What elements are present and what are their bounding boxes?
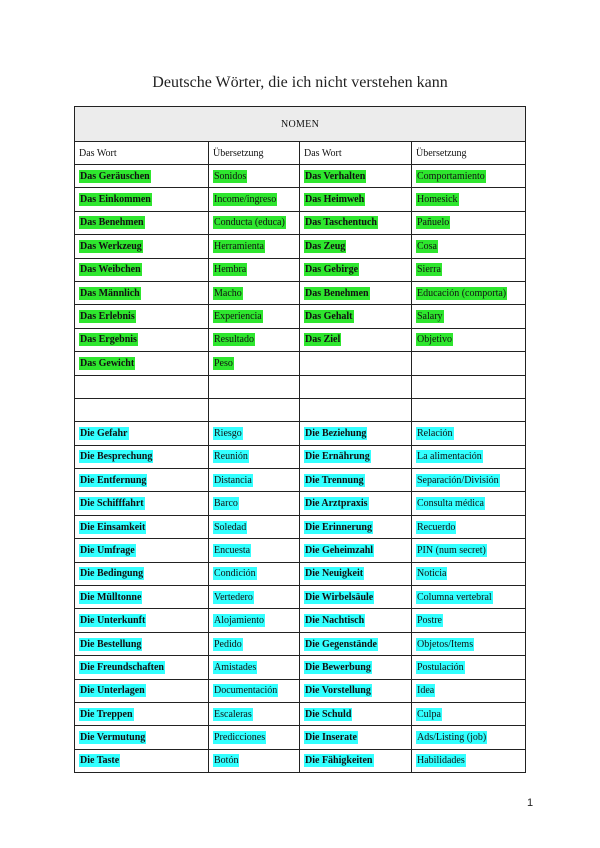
german-word: Die Bedingung xyxy=(80,568,144,580)
translation-text: Culpa xyxy=(417,708,441,720)
vocabulary-table xyxy=(74,106,526,773)
translation-cell xyxy=(209,562,300,585)
table-row xyxy=(75,609,526,632)
table-row xyxy=(75,188,526,211)
word-cell xyxy=(75,188,209,211)
document-title: Deutsche Wörter, die ich nicht verstehen kann xyxy=(152,74,448,91)
translation-cell xyxy=(412,422,526,445)
word-cell xyxy=(300,305,412,328)
german-word: Das Zeug xyxy=(305,240,346,252)
word-cell xyxy=(75,258,209,281)
german-word: Die Neuigkeit xyxy=(305,568,364,580)
german-word: Das Einkommen xyxy=(80,194,151,206)
word-cell xyxy=(300,632,412,655)
word-cell xyxy=(75,375,209,398)
translation-text: Salary xyxy=(417,311,443,323)
word-cell xyxy=(75,586,209,609)
german-word: Das Benehmen xyxy=(305,287,369,299)
word-cell xyxy=(300,281,412,304)
translation-text: Experiencia xyxy=(214,311,262,323)
german-word: Die Trennung xyxy=(305,474,364,486)
translation-cell xyxy=(209,352,300,375)
german-word: Die Fähigkeiten xyxy=(305,755,373,767)
word-cell xyxy=(75,492,209,515)
translation-text: Objetos/Items xyxy=(417,638,474,650)
table-row xyxy=(75,352,526,375)
translation-text: Barco xyxy=(214,498,238,510)
german-word: Die Vermutung xyxy=(80,732,146,744)
german-word: Das Männlich xyxy=(80,287,140,299)
translation-cell xyxy=(412,679,526,702)
translation-text: Amistades xyxy=(214,661,257,673)
word-cell xyxy=(75,656,209,679)
translation-cell xyxy=(209,656,300,679)
translation-text: Recuerdo xyxy=(417,521,456,533)
word-cell xyxy=(300,515,412,538)
translation-cell xyxy=(412,445,526,468)
word-cell xyxy=(75,562,209,585)
translation-cell xyxy=(412,211,526,234)
word-cell xyxy=(75,211,209,234)
german-word: Die Ernährung xyxy=(305,451,370,463)
word-cell xyxy=(300,539,412,562)
translation-cell xyxy=(209,632,300,655)
translation-text: La alimentación xyxy=(417,451,482,463)
word-cell xyxy=(75,679,209,702)
word-cell xyxy=(75,609,209,632)
translation-text: Predicciones xyxy=(214,732,266,744)
table-row xyxy=(75,281,526,304)
translation-text: Documentación xyxy=(214,685,278,697)
german-word: Das Werkzeug xyxy=(80,240,142,252)
translation-cell xyxy=(412,609,526,632)
translation-cell xyxy=(412,656,526,679)
translation-cell xyxy=(412,235,526,258)
german-word: Die Schifffahrt xyxy=(80,498,144,510)
word-cell xyxy=(75,749,209,772)
table-row xyxy=(75,235,526,258)
translation-text: Postulación xyxy=(417,661,464,673)
word-cell xyxy=(300,235,412,258)
german-word: Das Gehalt xyxy=(305,311,353,323)
translation-text: Sierra xyxy=(417,264,441,276)
german-word: Das Benehmen xyxy=(80,217,144,229)
german-word: Die Taste xyxy=(80,755,120,767)
table-row xyxy=(75,726,526,749)
column-header-translation-1: Übersetzung xyxy=(209,142,300,165)
table-row xyxy=(75,656,526,679)
german-word: Die Mülltonne xyxy=(80,591,142,603)
translation-text: Consulta médica xyxy=(417,498,484,510)
word-cell xyxy=(300,656,412,679)
word-cell xyxy=(300,352,412,375)
german-word: Die Entfernung xyxy=(80,474,147,486)
translation-cell xyxy=(209,235,300,258)
translation-text: Macho xyxy=(214,287,242,299)
table-row xyxy=(75,305,526,328)
german-word: Das Weibchen xyxy=(80,264,141,276)
word-cell xyxy=(300,679,412,702)
translation-text: Condición xyxy=(214,568,256,580)
translation-text: Peso xyxy=(214,357,233,369)
column-header-row xyxy=(75,142,526,165)
table-row xyxy=(75,258,526,281)
table-row xyxy=(75,562,526,585)
translation-cell xyxy=(209,539,300,562)
german-word: Die Vorstellung xyxy=(305,685,371,697)
translation-text: Postre xyxy=(417,615,442,627)
word-cell xyxy=(75,235,209,258)
table-row xyxy=(75,586,526,609)
translation-cell xyxy=(412,469,526,492)
word-cell xyxy=(75,726,209,749)
translation-cell xyxy=(209,281,300,304)
translation-text: Vertedero xyxy=(214,591,253,603)
word-cell xyxy=(300,188,412,211)
german-word: Das Erlebnis xyxy=(80,311,135,323)
german-word: Die Bestellung xyxy=(80,638,142,650)
translation-text: Idea xyxy=(417,685,435,697)
word-cell xyxy=(75,165,209,188)
translation-cell xyxy=(412,258,526,281)
german-word: Die Beziehung xyxy=(305,427,367,439)
german-word: Die Nachtisch xyxy=(305,615,365,627)
translation-cell xyxy=(209,188,300,211)
translation-cell xyxy=(209,258,300,281)
word-cell xyxy=(300,609,412,632)
translation-cell xyxy=(412,749,526,772)
translation-text: Encuesta xyxy=(214,544,251,556)
german-word: Die Unterkunft xyxy=(80,615,146,627)
word-cell xyxy=(75,445,209,468)
german-word: Die Gefahr xyxy=(80,427,128,439)
german-word: Das Gebirge xyxy=(305,264,359,276)
word-cell xyxy=(75,469,209,492)
translation-text: Habilidades xyxy=(417,755,465,767)
german-word: Die Umfrage xyxy=(80,544,135,556)
translation-cell xyxy=(209,165,300,188)
german-word: Das Ergebnis xyxy=(80,334,137,346)
translation-cell xyxy=(209,726,300,749)
translation-text: Pañuelo xyxy=(417,217,450,229)
translation-cell xyxy=(412,398,526,421)
translation-cell xyxy=(209,679,300,702)
section-header-nomen: NOMEN xyxy=(75,107,526,142)
german-word: Die Freundschaften xyxy=(80,661,164,673)
translation-text: Sonidos xyxy=(214,170,247,182)
column-header-translation-2: Übersetzung xyxy=(412,142,526,165)
translation-cell xyxy=(209,609,300,632)
word-cell xyxy=(300,165,412,188)
translation-cell xyxy=(412,539,526,562)
table-row xyxy=(75,515,526,538)
translation-text: Cosa xyxy=(417,240,437,252)
german-word: Das Heimweh xyxy=(305,194,365,206)
translation-cell xyxy=(209,211,300,234)
german-word: Die Arztpraxis xyxy=(305,498,368,510)
german-word: Die Inserate xyxy=(305,732,357,744)
translation-cell xyxy=(412,562,526,585)
translation-cell xyxy=(209,492,300,515)
german-word: Die Gegenstände xyxy=(305,638,377,650)
translation-cell xyxy=(209,515,300,538)
translation-cell xyxy=(209,422,300,445)
german-word: Das Taschentuch xyxy=(305,217,377,229)
translation-cell xyxy=(412,492,526,515)
translation-text: Noticia xyxy=(417,568,447,580)
translation-cell xyxy=(412,702,526,725)
table-row xyxy=(75,469,526,492)
word-cell xyxy=(75,702,209,725)
translation-cell xyxy=(412,632,526,655)
word-cell xyxy=(75,422,209,445)
translation-cell xyxy=(412,586,526,609)
table-row xyxy=(75,492,526,515)
table-row xyxy=(75,749,526,772)
german-word: Die Treppen xyxy=(80,708,133,720)
translation-cell xyxy=(412,515,526,538)
translation-text: Separación/División xyxy=(417,474,499,486)
translation-cell xyxy=(209,328,300,351)
word-cell xyxy=(300,749,412,772)
german-word: Die Wirbelsäule xyxy=(305,591,374,603)
translation-cell xyxy=(209,445,300,468)
german-word: Das Verhalten xyxy=(305,170,366,182)
translation-text: Income/ingreso xyxy=(214,194,277,206)
word-cell xyxy=(75,352,209,375)
translation-text: Conducta (educa) xyxy=(214,217,285,229)
word-cell xyxy=(300,702,412,725)
table-row xyxy=(75,445,526,468)
translation-cell xyxy=(209,586,300,609)
table-row xyxy=(75,398,526,421)
word-cell xyxy=(300,422,412,445)
translation-cell xyxy=(412,305,526,328)
translation-text: Herramienta xyxy=(214,240,264,252)
word-cell xyxy=(300,562,412,585)
word-cell xyxy=(300,469,412,492)
translation-text: Relación xyxy=(417,427,453,439)
german-word: Das Gewicht xyxy=(80,357,135,369)
translation-text: Educación (comporta) xyxy=(417,287,507,299)
translation-text: Objetivo xyxy=(417,334,452,346)
word-cell xyxy=(75,515,209,538)
translation-cell xyxy=(209,398,300,421)
german-word: Die Geheimzahl xyxy=(305,544,374,556)
page-number: 1 xyxy=(527,797,534,809)
word-cell xyxy=(300,375,412,398)
word-cell xyxy=(75,328,209,351)
translation-cell xyxy=(412,188,526,211)
word-cell xyxy=(75,305,209,328)
table-row xyxy=(75,211,526,234)
translation-text: Pedido xyxy=(214,638,242,650)
translation-text: Alojamiento xyxy=(214,615,264,627)
translation-text: Soledad xyxy=(214,521,247,533)
table-row xyxy=(75,539,526,562)
table-row xyxy=(75,165,526,188)
german-word: Das Ziel xyxy=(305,334,341,346)
table-row xyxy=(75,679,526,702)
german-word: Die Bewerbung xyxy=(305,661,371,673)
translation-cell xyxy=(412,281,526,304)
translation-text: PIN (num secret) xyxy=(417,544,486,556)
german-word: Die Erinnerung xyxy=(305,521,372,533)
translation-cell xyxy=(412,726,526,749)
word-cell xyxy=(75,398,209,421)
word-cell xyxy=(300,726,412,749)
word-cell xyxy=(300,398,412,421)
translation-cell xyxy=(412,352,526,375)
section-header-row xyxy=(75,107,526,142)
word-cell xyxy=(300,258,412,281)
table-row xyxy=(75,328,526,351)
translation-text: Homesick xyxy=(417,194,458,206)
table-row xyxy=(75,702,526,725)
translation-text: Comportamiento xyxy=(417,170,485,182)
translation-cell xyxy=(209,702,300,725)
word-cell xyxy=(75,281,209,304)
translation-text: Resultado xyxy=(214,334,254,346)
word-cell xyxy=(75,539,209,562)
translation-cell xyxy=(209,375,300,398)
table-row xyxy=(75,632,526,655)
translation-text: Riesgo xyxy=(214,427,242,439)
translation-text: Columna vertebral xyxy=(417,591,492,603)
translation-text: Reunión xyxy=(214,451,248,463)
translation-text: Distancia xyxy=(214,474,252,486)
translation-cell xyxy=(209,305,300,328)
german-word: Die Schuld xyxy=(305,708,352,720)
german-word: Die Einsamkeit xyxy=(80,521,146,533)
translation-text: Escaleras xyxy=(214,708,252,720)
word-cell xyxy=(300,211,412,234)
translation-text: Botón xyxy=(214,755,239,767)
word-cell xyxy=(300,328,412,351)
translation-text: Hembra xyxy=(214,264,247,276)
translation-cell xyxy=(412,328,526,351)
translation-cell xyxy=(412,165,526,188)
translation-cell xyxy=(209,749,300,772)
translation-cell xyxy=(412,375,526,398)
word-cell xyxy=(75,632,209,655)
table-row xyxy=(75,422,526,445)
translation-text: Ads/Listing (job) xyxy=(417,732,487,744)
column-header-word-1: Das Wort xyxy=(75,142,209,165)
translation-cell xyxy=(209,469,300,492)
vocabulary-table-body xyxy=(75,107,526,773)
column-header-word-2: Das Wort xyxy=(300,142,412,165)
word-cell xyxy=(300,445,412,468)
german-word: Die Besprechung xyxy=(80,451,153,463)
word-cell xyxy=(300,586,412,609)
table-row xyxy=(75,375,526,398)
word-cell xyxy=(300,492,412,515)
german-word: Die Unterlagen xyxy=(80,685,145,697)
german-word: Das Geräuschen xyxy=(80,170,150,182)
